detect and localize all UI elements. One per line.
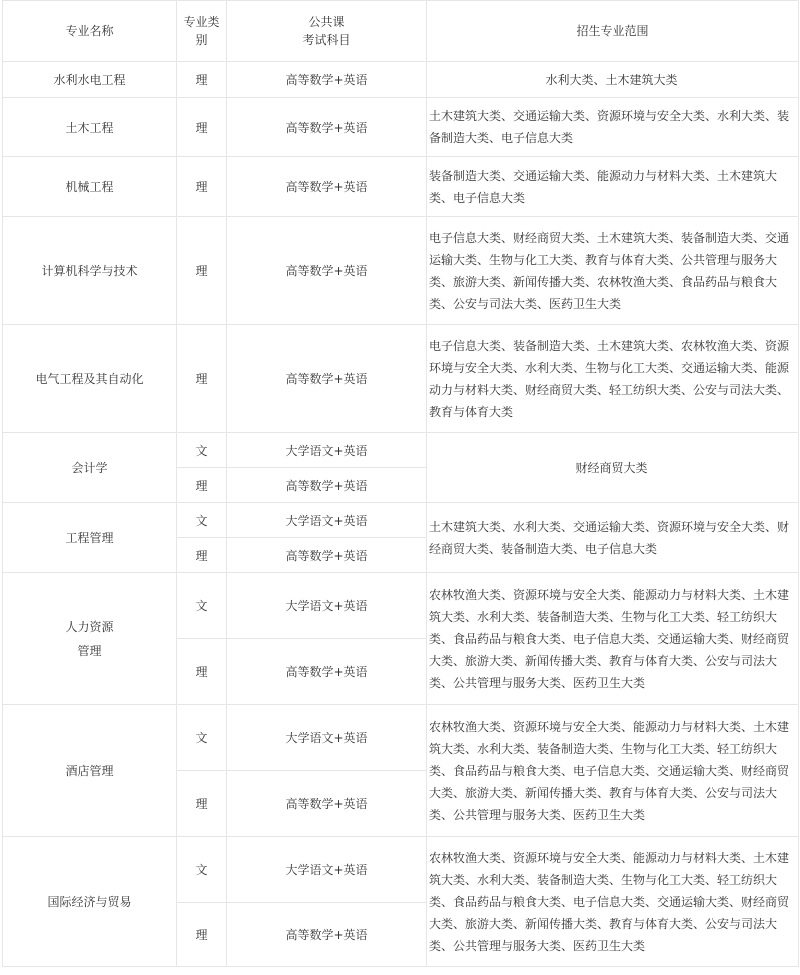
major-name: 酒店管理 [3,705,177,837]
major-scope: 水利大类、土木建筑大类 [427,62,799,98]
major-scope: 电子信息大类、装备制造大类、土木建筑大类、农林牧渔大类、资源环境与安全大类、水利大类、生物与化工大类、交通运输大类、能源动力与材料大类、财经商贸大类、轻工纺织大类、公安与司法大类、教育与体育大类 [427,325,799,433]
major-subjects: 高等数学+英语 [227,62,427,98]
table-row [3,217,799,325]
major-category: 理 [177,62,227,98]
header-scope: 招生专业范围 [427,1,799,62]
major-category: 理 [177,157,227,217]
header-row [3,1,799,62]
major-name: 水利水电工程 [3,62,177,98]
table-row [3,705,799,771]
header-name: 专业名称 [3,1,177,62]
major-subjects: 高等数学+英语 [227,538,427,573]
major-subjects: 高等数学+英语 [227,639,427,705]
major-scope: 农林牧渔大类、资源环境与安全大类、能源动力与材料大类、土木建筑大类、水利大类、装备制造大类、生物与化工大类、轻工纺织大类、食品药品与粮食大类、电子信息大类、交通运输大类、财经商贸大类、旅游大类、新闻传播大类、教育与体育大类、公安与司法大类、公共管理与服务大类、医药卫生大类 [427,573,799,705]
major-category: 理 [177,538,227,573]
major-scope: 财经商贸大类 [427,433,799,503]
major-name: 会计学 [3,433,177,503]
major-subjects: 大学语文+英语 [227,433,427,468]
major-category: 文 [177,573,227,639]
major-name: 土木工程 [3,98,177,157]
major-subjects: 高等数学+英语 [227,468,427,503]
major-subjects: 高等数学+英语 [227,217,427,325]
major-category: 理 [177,325,227,433]
table-row [3,503,799,538]
table-row [3,98,799,157]
table-row [3,573,799,639]
major-scope: 装备制造大类、交通运输大类、能源动力与材料大类、土木建筑大类、电子信息大类 [427,157,799,217]
major-category: 文 [177,837,227,903]
major-name: 人力资源 管理 [3,573,177,705]
major-subjects: 高等数学+英语 [227,98,427,157]
major-subjects: 高等数学+英语 [227,771,427,837]
major-name: 工程管理 [3,503,177,573]
major-subjects: 高等数学+英语 [227,325,427,433]
major-scope: 农林牧渔大类、资源环境与安全大类、能源动力与材料大类、土木建筑大类、水利大类、装备制造大类、生物与化工大类、轻工纺织大类、食品药品与粮食大类、电子信息大类、交通运输大类、财经商贸大类、旅游大类、新闻传播大类、教育与体育大类、公安与司法大类、公共管理与服务大类、医药卫生大类 [427,837,799,967]
major-name: 机械工程 [3,157,177,217]
table-row [3,325,799,433]
major-category: 理 [177,903,227,967]
major-scope: 农林牧渔大类、资源环境与安全大类、能源动力与材料大类、土木建筑大类、水利大类、装备制造大类、生物与化工大类、轻工纺织大类、食品药品与粮食大类、电子信息大类、交通运输大类、财经商贸大类、旅游大类、新闻传播大类、教育与体育大类、公安与司法大类、公共管理与服务大类、医药卫生大类 [427,705,799,837]
major-scope: 土木建筑大类、水利大类、交通运输大类、资源环境与安全大类、财经商贸大类、装备制造大类、电子信息大类 [427,503,799,573]
table-row [3,837,799,903]
header-category: 专业类 别 [177,1,227,62]
major-category: 理 [177,468,227,503]
major-category: 理 [177,639,227,705]
major-category: 文 [177,705,227,771]
major-subjects: 高等数学+英语 [227,903,427,967]
major-category: 理 [177,217,227,325]
major-name: 计算机科学与技术 [3,217,177,325]
major-subjects: 大学语文+英语 [227,705,427,771]
enrollment-table [2,0,799,967]
table-row [3,157,799,217]
major-category: 文 [177,433,227,468]
major-subjects: 高等数学+英语 [227,157,427,217]
major-scope: 电子信息大类、财经商贸大类、土木建筑大类、装备制造大类、交通运输大类、生物与化工大类、教育与体育大类、公共管理与服务大类、旅游大类、新闻传播大类、农林牧渔大类、食品药品与粮食大类、公安与司法大类、医药卫生大类 [427,217,799,325]
major-category: 文 [177,503,227,538]
table-row [3,433,799,468]
major-subjects: 大学语文+英语 [227,503,427,538]
major-category: 理 [177,771,227,837]
major-subjects: 大学语文+英语 [227,573,427,639]
header-subjects: 公共课 考试科目 [227,1,427,62]
major-scope: 土木建筑大类、交通运输大类、资源环境与安全大类、水利大类、装备制造大类、电子信息大类 [427,98,799,157]
major-name: 国际经济与贸易 [3,837,177,967]
major-name: 电气工程及其自动化 [3,325,177,433]
major-subjects: 大学语文+英语 [227,837,427,903]
table-row [3,62,799,98]
major-category: 理 [177,98,227,157]
